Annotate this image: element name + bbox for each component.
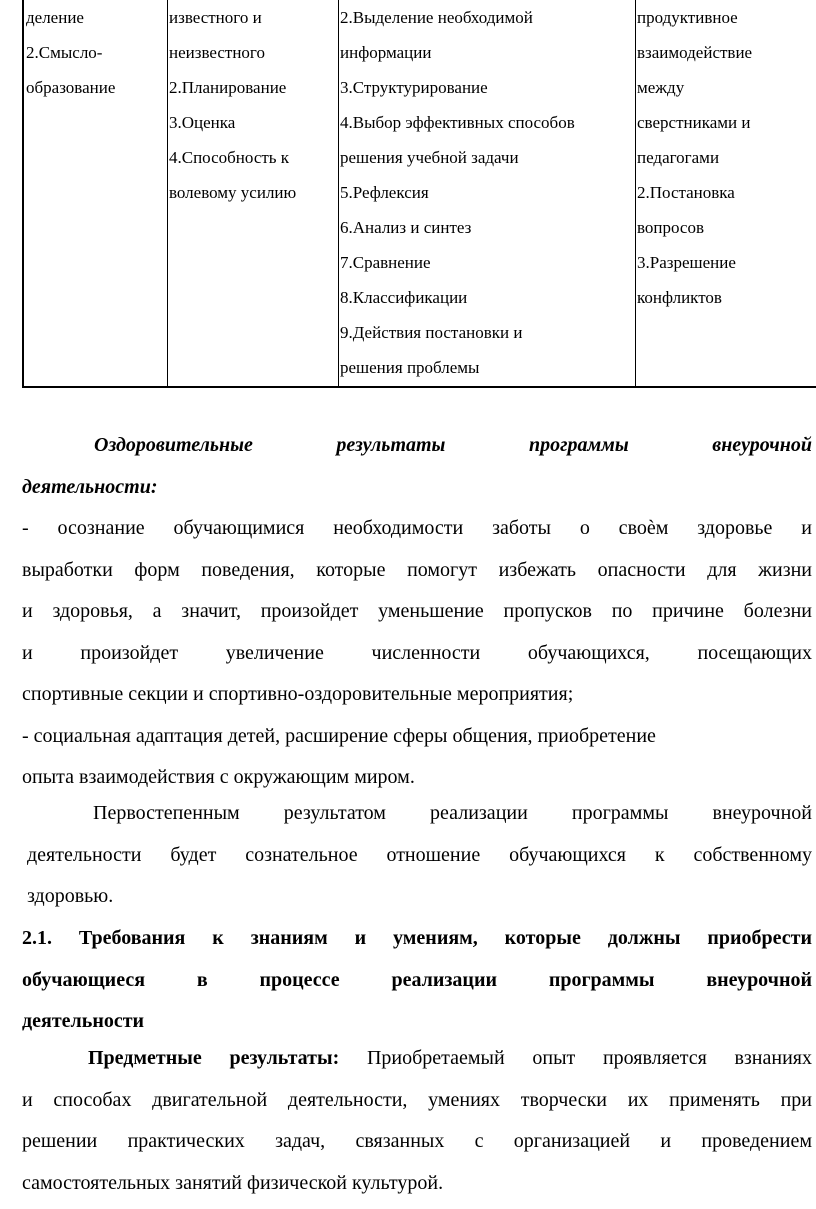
table-cell-line: 8.Классификации [340,288,468,307]
table-cell-line: образование [26,78,116,97]
table-cell-line: решения учебной задачи [340,148,519,167]
health-heading-cont: деятельности: [22,475,158,498]
table-cell-line: конфликтов [637,288,722,307]
health-bullet-2-line: опыта взаимодействия с окружающим миром. [22,766,415,788]
table-column-2 [168,0,339,386]
table-cell-line: 9.Действия постановки и [340,323,523,342]
table-cell-line: 3.Разрешение [637,253,736,272]
table-cell-line: 7.Сравнение [340,253,431,272]
table-cell-line: волевому усилию [169,183,297,202]
primary-result-line: Первостепенным результатом реализации программы внеурочной [93,802,812,824]
table-cell-line: информации [340,43,432,62]
health-bullet-1-line: и произойдет увеличение численности обучающихся, посещающих [22,641,812,664]
table-column-3 [339,0,636,386]
subject-results-text: Приобретаемый опыт проявляется взнаниях [339,1047,812,1069]
table-cell-line: сверстниками и [637,113,751,132]
table-cell-line: взаимодействие [637,43,753,62]
table-cell-line: решения проблемы [340,358,480,377]
section-heading-line: 2.1. Требования к знаниям и умениям, которые должны приобрести [22,927,812,949]
table-cell-line: 3.Оценка [169,113,236,132]
table-cell-line: неизвестного [169,43,265,62]
table-column-1 [24,0,168,386]
table-cell-line: 2.Постановка [637,183,735,202]
health-results-section [22,425,812,799]
table-cell-line: 4.Выбор эффективных способов [340,113,575,132]
subject-results-line: решении практических задач, связанных с организацией и проведением [22,1130,812,1152]
section-heading-line: деятельности [22,1010,145,1032]
table-cell-line: 6.Анализ и синтез [340,218,472,237]
competency-table [22,0,816,388]
primary-result-paragraph [27,793,812,918]
table-cell-line: 4.Способность к [169,148,290,167]
table-cell-line: известного и [169,8,262,27]
subject-results-line: и способах двигательной деятельности, умениях творчески их применять при [22,1088,812,1111]
primary-result-line: здоровью. [27,885,114,907]
health-bullet-2-line: - социальная адаптация детей, расширение сферы общения, приобретение [22,724,656,747]
health-bullet-1-line: и здоровья, а значит, произойдет уменьшение пропусков по причине болезни [22,600,812,622]
primary-result-line: деятельности будет сознательное отношение обучающихся к собственному [27,843,812,866]
table-cell-line: 3.Структурирование [340,78,488,97]
table-cell-line: 2.Смысло- [26,43,103,62]
subject-results-first-line [22,1038,812,1080]
section-heading [22,918,812,1043]
health-bullet-1-line: выработки форм поведения, которые помогут избежать опасности для жизни [22,558,812,581]
table-cell-line: 2.Планирование [169,78,287,97]
table-cell-line: 2.Выделение необходимой [340,8,533,27]
table-cell-line: педагогами [637,148,720,167]
subject-results-paragraph [22,1038,812,1204]
section-heading-line: обучающиеся в процессе реализации программы внеурочной [22,968,812,991]
table-cell-line: между [637,78,685,97]
table-cell-line: деление [26,8,84,27]
subject-results-label: Предметные результаты: [88,1047,340,1069]
table-cell-line: вопросов [637,218,705,237]
table-cell-line: 5.Рефлексия [340,183,429,202]
health-bullet-1-line: спортивные секции и спортивно-оздоровительные мероприятия; [22,683,574,705]
health-bullet-1-line: - осознание обучающимися необходимости заботы о своѐм здоровье и [22,517,812,539]
health-heading: Оздоровительные результаты программы внеурочной [94,434,812,456]
subject-results-line: самостоятельных занятий физической культурой. [22,1171,444,1194]
table-cell-line: продуктивное [637,8,738,27]
table-column-4 [636,0,816,386]
